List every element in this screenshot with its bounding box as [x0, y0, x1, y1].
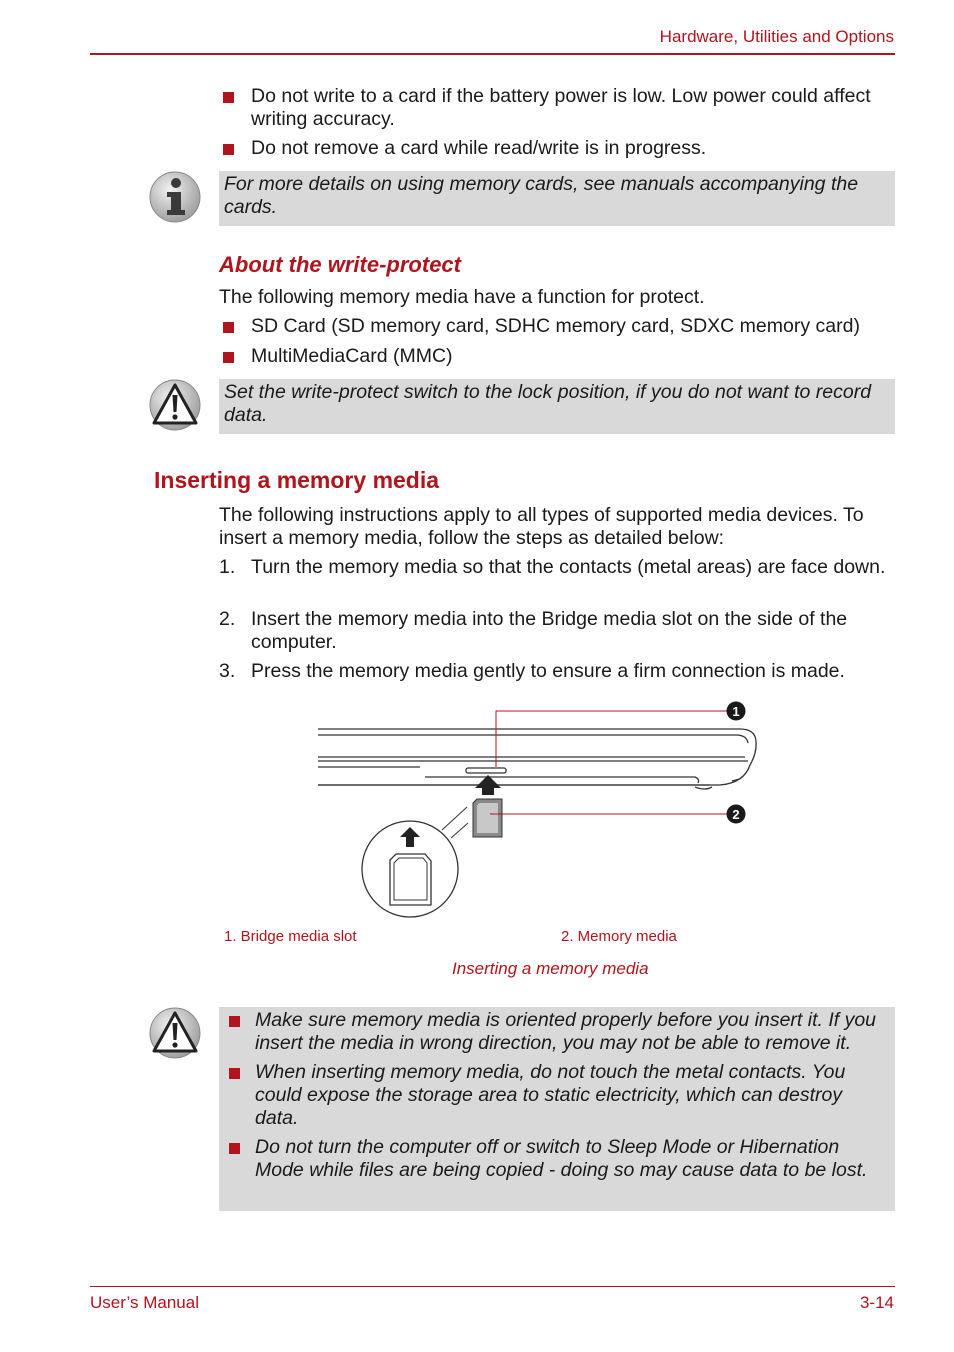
- info-icon: [148, 170, 202, 224]
- bullet-square-icon: [229, 1068, 240, 1079]
- list-item: 2. Insert the memory media into the Bridge media slot on the side of the computer.: [219, 608, 848, 653]
- caution-note: Set the write-protect switch to the lock position, if you do not want to record data.: [219, 379, 895, 434]
- list-item: 3. Press the memory media gently to ensure a firm connection is made.: [219, 660, 845, 682]
- list-item: 1. Turn the memory media so that the contacts (metal areas) are face down.: [219, 556, 886, 578]
- callout-2-label: 2: [732, 807, 740, 822]
- memory-media-insertion-figure: [300, 695, 770, 925]
- subsection-heading: About the write-protect: [219, 252, 461, 277]
- list-item: SD Card (SD memory card, SDHC memory card, SDXC memory card): [219, 315, 895, 338]
- info-note: For more details on using memory cards, see manuals accompanying the cards.: [219, 171, 895, 226]
- list-item: Do not turn the computer off or switch to Sleep Mode or Hibernation Mode while files are being copied - doing so may cause data to be lost.: [224, 1136, 887, 1182]
- callout-1-label: 1: [732, 704, 740, 719]
- bullet-square-icon: [223, 322, 234, 333]
- caution-icon: [148, 1006, 202, 1060]
- list-item: When inserting memory media, do not touch the metal contacts. You could expose the storage area to static electricity, which can destroy data.: [224, 1061, 887, 1130]
- figure-caption: Inserting a memory media: [452, 959, 649, 978]
- laptop-side-illustration: [318, 729, 756, 789]
- figure-label-bridge-slot: 1. Bridge media slot: [224, 928, 357, 945]
- footer-rule: [90, 1286, 895, 1287]
- footer-left: User’s Manual: [90, 1293, 199, 1312]
- figure-label-memory-media: 2. Memory media: [561, 928, 677, 945]
- bullet-square-icon: [223, 144, 234, 155]
- caution-note-list: [219, 1007, 895, 1211]
- running-header: Hardware, Utilities and Options: [659, 27, 894, 46]
- list-item: Do not write to a card if the battery power is low. Low power could affect writing accuracy.: [219, 85, 895, 131]
- paragraph: The following instructions apply to all types of supported media devices. To insert a memory media, follow the steps as detailed below:: [219, 504, 864, 549]
- header-rule: [90, 53, 895, 55]
- arrow-up-icon: [475, 775, 501, 795]
- bullet-square-icon: [223, 92, 234, 103]
- page-number: 3-14: [859, 1293, 894, 1312]
- list-item: MultiMediaCard (MMC): [219, 345, 895, 368]
- paragraph: The following memory media have a function for protect.: [219, 286, 705, 308]
- list-item: Make sure memory media is oriented properly before you insert it. If you insert the media in wrong direction, you may not be able to remove it.: [224, 1009, 887, 1055]
- list-item: Do not remove a card while read/write is in progress.: [219, 137, 895, 160]
- bullet-square-icon: [229, 1143, 240, 1154]
- caution-icon: [148, 378, 202, 432]
- bullet-square-icon: [223, 352, 234, 363]
- bullet-square-icon: [229, 1016, 240, 1027]
- section-heading: Inserting a memory media: [154, 467, 440, 493]
